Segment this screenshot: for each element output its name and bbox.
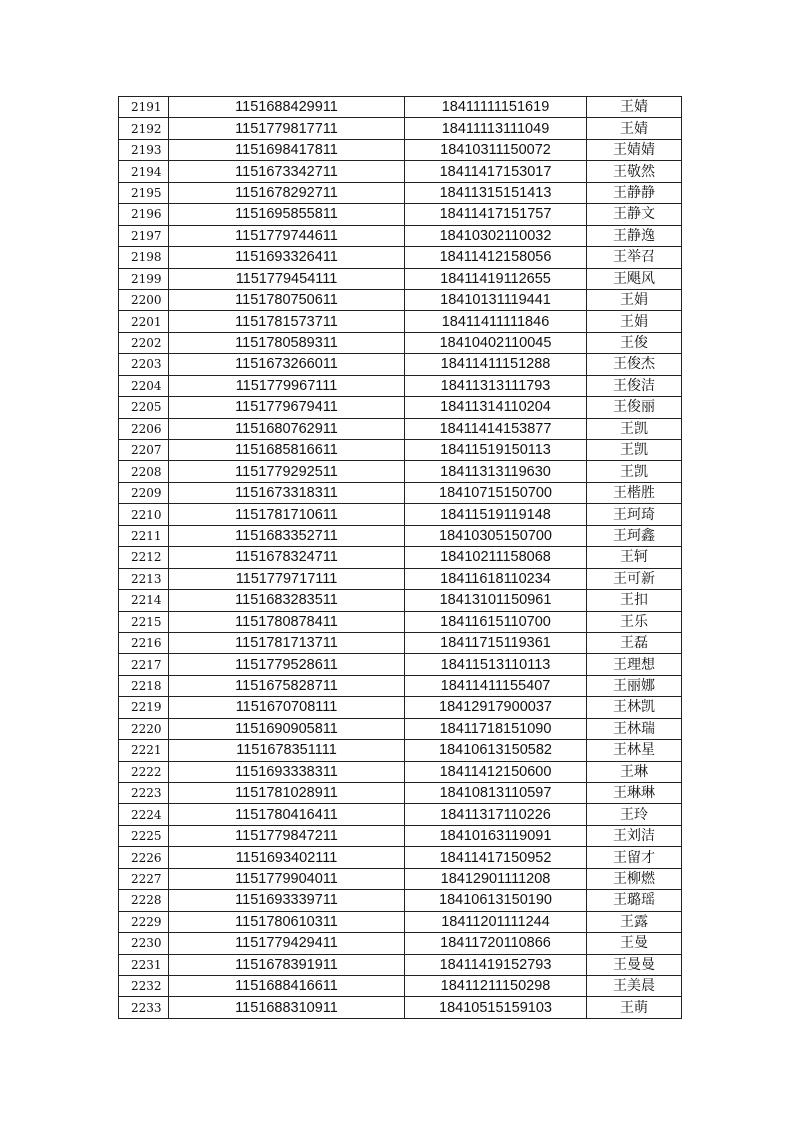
exam-number-cell: 18411411151288 xyxy=(405,354,587,375)
row-index-cell: 2194 xyxy=(119,161,169,182)
table-row xyxy=(119,761,682,782)
student-id-cell: 1151693402111 xyxy=(169,847,405,868)
row-index-cell: 2202 xyxy=(119,332,169,353)
student-id-cell: 1151779717111 xyxy=(169,568,405,589)
name-cell: 王娟 xyxy=(587,311,682,332)
student-id-cell: 1151693338311 xyxy=(169,761,405,782)
table-row xyxy=(119,247,682,268)
student-id-cell: 1151688310911 xyxy=(169,997,405,1018)
exam-number-cell: 18411317110226 xyxy=(405,804,587,825)
name-cell: 王留才 xyxy=(587,847,682,868)
student-id-cell: 1151683283511 xyxy=(169,590,405,611)
exam-number-cell: 18410311150072 xyxy=(405,139,587,160)
exam-number-cell: 18411414153877 xyxy=(405,418,587,439)
exam-number-cell: 18411419112655 xyxy=(405,268,587,289)
name-cell: 王凯 xyxy=(587,461,682,482)
table-row xyxy=(119,461,682,482)
name-cell: 王乐 xyxy=(587,611,682,632)
row-index-cell: 2218 xyxy=(119,675,169,696)
table-row xyxy=(119,890,682,911)
student-id-cell: 1151678351111 xyxy=(169,740,405,761)
exam-number-cell: 18411519150113 xyxy=(405,440,587,461)
exam-number-cell: 18411411111846 xyxy=(405,311,587,332)
table-row xyxy=(119,911,682,932)
student-id-cell: 1151675828711 xyxy=(169,675,405,696)
name-cell: 王磊 xyxy=(587,632,682,653)
exam-number-cell: 18410515159103 xyxy=(405,997,587,1018)
table-row xyxy=(119,783,682,804)
exam-number-cell: 18410211158068 xyxy=(405,547,587,568)
table-row xyxy=(119,525,682,546)
table-row xyxy=(119,504,682,525)
row-index-cell: 2211 xyxy=(119,525,169,546)
student-id-cell: 1151688429911 xyxy=(169,97,405,118)
name-cell: 王可新 xyxy=(587,568,682,589)
row-index-cell: 2199 xyxy=(119,268,169,289)
exam-number-cell: 18411615110700 xyxy=(405,611,587,632)
exam-number-cell: 18410715150700 xyxy=(405,482,587,503)
table-row xyxy=(119,632,682,653)
roster-table-body xyxy=(119,97,682,1019)
row-index-cell: 2197 xyxy=(119,225,169,246)
exam-number-cell: 18411519119148 xyxy=(405,504,587,525)
student-id-cell: 1151673342711 xyxy=(169,161,405,182)
student-id-cell: 1151693326411 xyxy=(169,247,405,268)
row-index-cell: 2232 xyxy=(119,975,169,996)
name-cell: 王琳琳 xyxy=(587,783,682,804)
row-index-cell: 2213 xyxy=(119,568,169,589)
name-cell: 王敬然 xyxy=(587,161,682,182)
table-row xyxy=(119,375,682,396)
row-index-cell: 2224 xyxy=(119,804,169,825)
row-index-cell: 2203 xyxy=(119,354,169,375)
row-index-cell: 2191 xyxy=(119,97,169,118)
table-row xyxy=(119,397,682,418)
row-index-cell: 2219 xyxy=(119,697,169,718)
table-row xyxy=(119,482,682,503)
exam-number-cell: 18411313119630 xyxy=(405,461,587,482)
table-row xyxy=(119,225,682,246)
table-row xyxy=(119,933,682,954)
student-id-cell: 1151673318311 xyxy=(169,482,405,503)
row-index-cell: 2225 xyxy=(119,825,169,846)
exam-number-cell: 18413101150961 xyxy=(405,590,587,611)
student-id-cell: 1151781028911 xyxy=(169,783,405,804)
table-row xyxy=(119,590,682,611)
exam-number-cell: 18410613150190 xyxy=(405,890,587,911)
student-id-cell: 1151779429411 xyxy=(169,933,405,954)
row-index-cell: 2212 xyxy=(119,547,169,568)
exam-number-cell: 18411314110204 xyxy=(405,397,587,418)
name-cell: 王萌 xyxy=(587,997,682,1018)
name-cell: 王林星 xyxy=(587,740,682,761)
row-index-cell: 2229 xyxy=(119,911,169,932)
row-index-cell: 2233 xyxy=(119,997,169,1018)
exam-number-cell: 18410302110032 xyxy=(405,225,587,246)
student-id-cell: 1151780589311 xyxy=(169,332,405,353)
student-id-cell: 1151779679411 xyxy=(169,397,405,418)
name-cell: 王琳 xyxy=(587,761,682,782)
name-cell: 王林瑞 xyxy=(587,718,682,739)
row-index-cell: 2223 xyxy=(119,783,169,804)
table-row xyxy=(119,204,682,225)
name-cell: 王娟 xyxy=(587,289,682,310)
row-index-cell: 2204 xyxy=(119,375,169,396)
row-index-cell: 2208 xyxy=(119,461,169,482)
name-cell: 王飓风 xyxy=(587,268,682,289)
exam-number-cell: 18410305150700 xyxy=(405,525,587,546)
row-index-cell: 2214 xyxy=(119,590,169,611)
student-id-cell: 1151683352711 xyxy=(169,525,405,546)
name-cell: 王曼 xyxy=(587,933,682,954)
table-row xyxy=(119,868,682,889)
table-row xyxy=(119,568,682,589)
row-index-cell: 2207 xyxy=(119,440,169,461)
name-cell: 王露 xyxy=(587,911,682,932)
name-cell: 王林凯 xyxy=(587,697,682,718)
student-id-cell: 1151780750611 xyxy=(169,289,405,310)
table-row xyxy=(119,804,682,825)
name-cell: 王珂鑫 xyxy=(587,525,682,546)
name-cell: 王凯 xyxy=(587,418,682,439)
row-index-cell: 2220 xyxy=(119,718,169,739)
exam-number-cell: 18411417153017 xyxy=(405,161,587,182)
row-index-cell: 2192 xyxy=(119,118,169,139)
exam-number-cell: 18410402110045 xyxy=(405,332,587,353)
row-index-cell: 2205 xyxy=(119,397,169,418)
student-id-cell: 1151678324711 xyxy=(169,547,405,568)
name-cell: 王俊 xyxy=(587,332,682,353)
name-cell: 王楷胜 xyxy=(587,482,682,503)
exam-number-cell: 18411417151757 xyxy=(405,204,587,225)
student-id-cell: 1151779528611 xyxy=(169,654,405,675)
student-id-cell: 1151685816611 xyxy=(169,440,405,461)
exam-number-cell: 18411315151413 xyxy=(405,182,587,203)
student-id-cell: 1151690905811 xyxy=(169,718,405,739)
row-index-cell: 2227 xyxy=(119,868,169,889)
name-cell: 王俊丽 xyxy=(587,397,682,418)
row-index-cell: 2226 xyxy=(119,847,169,868)
student-id-cell: 1151780416411 xyxy=(169,804,405,825)
row-index-cell: 2210 xyxy=(119,504,169,525)
exam-number-cell: 18411412150600 xyxy=(405,761,587,782)
exam-number-cell: 18411419152793 xyxy=(405,954,587,975)
name-cell: 王曼曼 xyxy=(587,954,682,975)
exam-number-cell: 18410813110597 xyxy=(405,783,587,804)
exam-number-cell: 18411720110866 xyxy=(405,933,587,954)
exam-number-cell: 18410613150582 xyxy=(405,740,587,761)
exam-number-cell: 18411113111049 xyxy=(405,118,587,139)
student-id-cell: 1151779817711 xyxy=(169,118,405,139)
student-id-cell: 1151695855811 xyxy=(169,204,405,225)
row-index-cell: 2215 xyxy=(119,611,169,632)
row-index-cell: 2231 xyxy=(119,954,169,975)
name-cell: 王婧 xyxy=(587,97,682,118)
row-index-cell: 2201 xyxy=(119,311,169,332)
student-id-cell: 1151781710611 xyxy=(169,504,405,525)
exam-number-cell: 18411313111793 xyxy=(405,375,587,396)
student-id-cell: 1151779967111 xyxy=(169,375,405,396)
student-id-cell: 1151779292511 xyxy=(169,461,405,482)
row-index-cell: 2193 xyxy=(119,139,169,160)
name-cell: 王珂琦 xyxy=(587,504,682,525)
exam-number-cell: 18411618110234 xyxy=(405,568,587,589)
exam-number-cell: 18411412158056 xyxy=(405,247,587,268)
row-index-cell: 2206 xyxy=(119,418,169,439)
student-id-cell: 1151678292711 xyxy=(169,182,405,203)
student-id-cell: 1151779904011 xyxy=(169,868,405,889)
name-cell: 王理想 xyxy=(587,654,682,675)
exam-number-cell: 18411201111244 xyxy=(405,911,587,932)
student-id-cell: 1151781573711 xyxy=(169,311,405,332)
exam-number-cell: 18411417150952 xyxy=(405,847,587,868)
name-cell: 王柳燃 xyxy=(587,868,682,889)
student-id-cell: 1151780878411 xyxy=(169,611,405,632)
exam-number-cell: 18411513110113 xyxy=(405,654,587,675)
row-index-cell: 2228 xyxy=(119,890,169,911)
student-id-cell: 1151779454111 xyxy=(169,268,405,289)
student-id-cell: 1151781713711 xyxy=(169,632,405,653)
row-index-cell: 2209 xyxy=(119,482,169,503)
name-cell: 王婧婧 xyxy=(587,139,682,160)
student-id-cell: 1151680762911 xyxy=(169,418,405,439)
table-row xyxy=(119,418,682,439)
student-id-cell: 1151780610311 xyxy=(169,911,405,932)
table-row xyxy=(119,954,682,975)
table-row xyxy=(119,161,682,182)
table-row xyxy=(119,118,682,139)
name-cell: 王刘洁 xyxy=(587,825,682,846)
name-cell: 王静静 xyxy=(587,182,682,203)
table-row xyxy=(119,675,682,696)
table-row xyxy=(119,547,682,568)
name-cell: 王凯 xyxy=(587,440,682,461)
student-id-cell: 1151678391911 xyxy=(169,954,405,975)
name-cell: 王俊杰 xyxy=(587,354,682,375)
name-cell: 王俊洁 xyxy=(587,375,682,396)
name-cell: 王美晨 xyxy=(587,975,682,996)
student-id-cell: 1151673266011 xyxy=(169,354,405,375)
table-row xyxy=(119,332,682,353)
name-cell: 王玲 xyxy=(587,804,682,825)
table-row xyxy=(119,289,682,310)
student-id-cell: 1151670708111 xyxy=(169,697,405,718)
exam-number-cell: 18412917900037 xyxy=(405,697,587,718)
name-cell: 王轲 xyxy=(587,547,682,568)
table-row xyxy=(119,825,682,846)
table-row xyxy=(119,440,682,461)
table-row xyxy=(119,740,682,761)
name-cell: 王静逸 xyxy=(587,225,682,246)
name-cell: 王扣 xyxy=(587,590,682,611)
exam-number-cell: 18410131119441 xyxy=(405,289,587,310)
table-row xyxy=(119,654,682,675)
table-row xyxy=(119,354,682,375)
table-row xyxy=(119,718,682,739)
name-cell: 王婧 xyxy=(587,118,682,139)
table-row xyxy=(119,182,682,203)
table-row xyxy=(119,97,682,118)
row-index-cell: 2196 xyxy=(119,204,169,225)
row-index-cell: 2222 xyxy=(119,761,169,782)
exam-number-cell: 18412901111208 xyxy=(405,868,587,889)
exam-number-cell: 18410163119091 xyxy=(405,825,587,846)
student-id-cell: 1151779847211 xyxy=(169,825,405,846)
table-row xyxy=(119,139,682,160)
table-row xyxy=(119,847,682,868)
exam-number-cell: 18411111151619 xyxy=(405,97,587,118)
row-index-cell: 2217 xyxy=(119,654,169,675)
table-row xyxy=(119,697,682,718)
row-index-cell: 2198 xyxy=(119,247,169,268)
row-index-cell: 2216 xyxy=(119,632,169,653)
exam-number-cell: 18411718151090 xyxy=(405,718,587,739)
table-row xyxy=(119,268,682,289)
student-id-cell: 1151693339711 xyxy=(169,890,405,911)
exam-number-cell: 18411211150298 xyxy=(405,975,587,996)
table-row xyxy=(119,311,682,332)
student-id-cell: 1151698417811 xyxy=(169,139,405,160)
row-index-cell: 2221 xyxy=(119,740,169,761)
name-cell: 王举召 xyxy=(587,247,682,268)
table-row xyxy=(119,997,682,1018)
name-cell: 王璐瑶 xyxy=(587,890,682,911)
row-index-cell: 2230 xyxy=(119,933,169,954)
row-index-cell: 2195 xyxy=(119,182,169,203)
table-row xyxy=(119,611,682,632)
exam-number-cell: 18411411155407 xyxy=(405,675,587,696)
table-row xyxy=(119,975,682,996)
student-id-cell: 1151779744611 xyxy=(169,225,405,246)
name-cell: 王丽娜 xyxy=(587,675,682,696)
row-index-cell: 2200 xyxy=(119,289,169,310)
roster-table xyxy=(118,96,682,1019)
exam-number-cell: 18411715119361 xyxy=(405,632,587,653)
name-cell: 王静文 xyxy=(587,204,682,225)
student-id-cell: 1151688416611 xyxy=(169,975,405,996)
